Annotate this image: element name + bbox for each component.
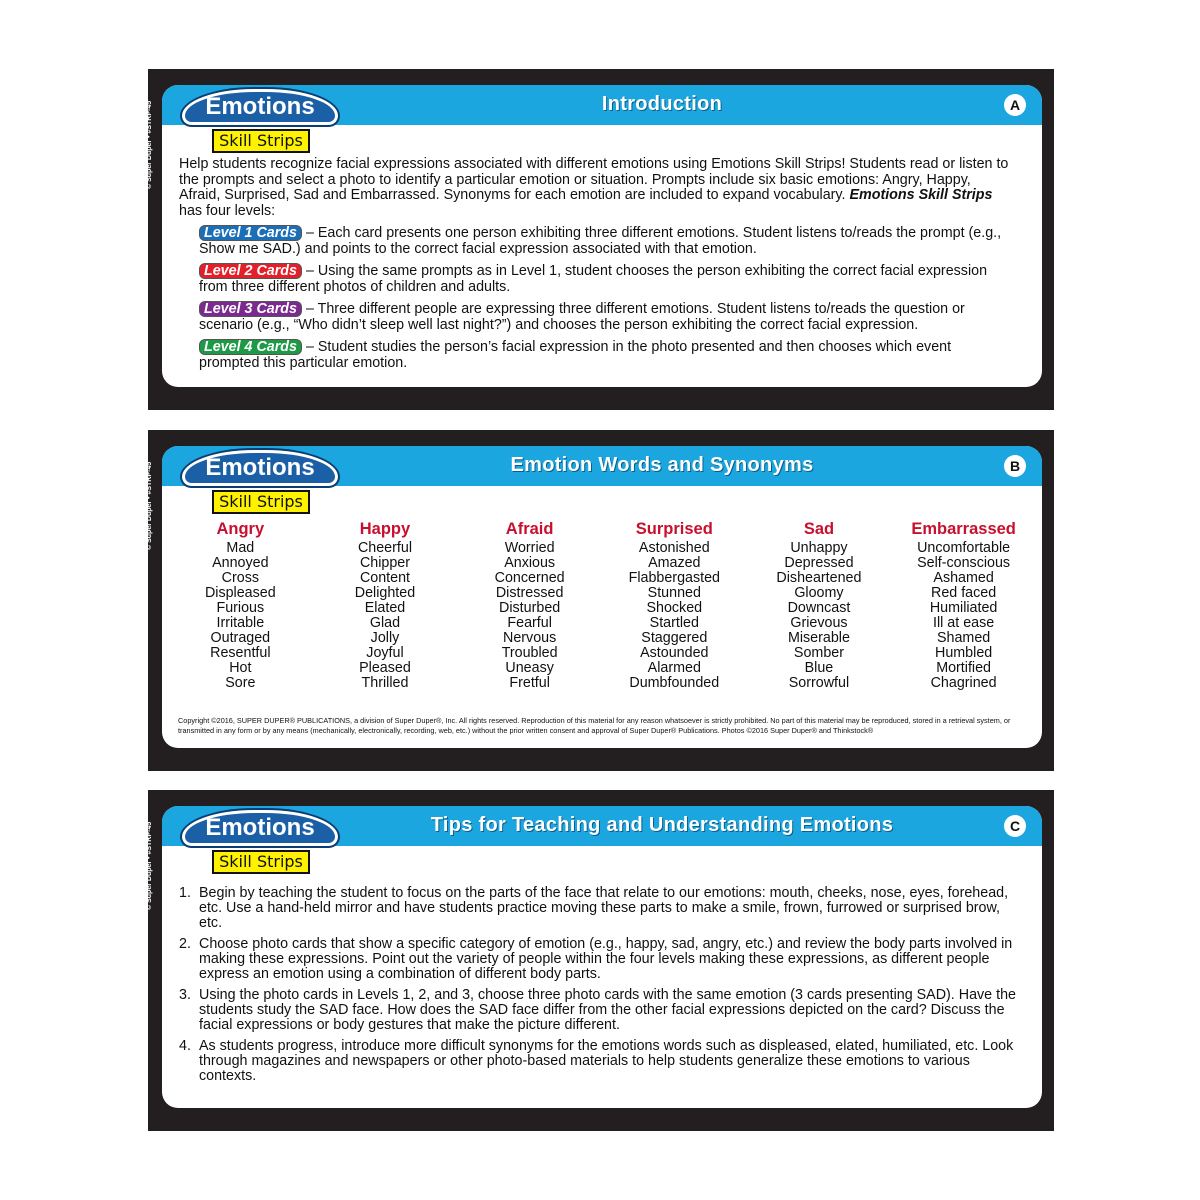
synonym-word: Sorrowful	[788, 675, 850, 691]
synonym-word: Furious	[216, 600, 265, 616]
card-letter-badge: A	[1004, 94, 1026, 116]
synonym-word: Somber	[793, 645, 844, 661]
card-tips	[148, 790, 1054, 1131]
synonym-word: Alarmed	[647, 660, 701, 676]
tip-item	[179, 1039, 1024, 1084]
tip-item	[179, 886, 1024, 931]
synonym-word: Distressed	[495, 585, 564, 601]
emotion-heading: Surprised	[635, 520, 713, 538]
synonym-word: Uncomfortable	[917, 540, 1011, 556]
card-emotion-words	[148, 430, 1054, 771]
synonym-word: Nervous	[503, 630, 557, 646]
emotion-column	[894, 522, 1034, 691]
synonym-word: Troubled	[501, 645, 558, 661]
tip-text: As students progress, introduce more difficult synonyms for the emotions words such as displeased, elated, humiliated, etc. Look through magazines and newspapers or other photo-based materials to help students generalize these emotions to various contexts.	[199, 1038, 1014, 1084]
level-description: – Using the same prompts as in Level 1, student chooses the person exhibiting the correct facial expression from three different photos of children and adults.	[199, 263, 988, 295]
card-letter-badge: C	[1004, 815, 1026, 837]
synonym-word: Amazed	[648, 555, 701, 571]
side-text: © Super Duper • #STRP-45	[146, 821, 153, 910]
synonym-word: Concerned	[494, 570, 565, 586]
synonym-word: Jolly	[370, 630, 400, 646]
synonym-word: Worried	[504, 540, 555, 556]
emotion-heading: Afraid	[505, 520, 554, 538]
synonym-word: Sore	[225, 675, 256, 691]
level-description: – Three different people are expressing three different emotions. Student listens to/reads the question or scenario (e.g., “Who didn’t sleep well last night?”) and chooses the person exhibiting the correct facial expression.	[199, 301, 965, 333]
emotion-heading: Sad	[803, 520, 835, 538]
side-text: © Super Duper • #STRP-45	[146, 100, 153, 189]
tip-number: 4.	[179, 1038, 191, 1054]
intro-text: Help students recognize facial expressions associated with different emotions using Emotions Skill Strips! Students read or listen to the prompts and select a photo to identify a particular emotion or situation. Prompts include six basic emotions: Angry, Happy, Afraid, Surprised, Sad and Embarrassed. Synonyms for each emotion are included to expand vocabulary. Emotions Skill Strips has four levels: Level 1 Cards – Each card presents one person exhibiting three different emotions. Student listens to/reads the prompt (e.g., Show me SAD.) and points to the correct facial expression associated with that emotion. Level 2 Cards – Using the same prompts as in Level 1, student chooses the person exhibiting the correct facial expression from three different photos of children and adults. Level 3 Cards – Three different people are expressing three different emotions. Student listens to/reads the question or scenario (e.g., “Who didn’t sleep well last night?”) and chooses the person exhibiting the correct facial expression. Level 4 Cards – Student studies the person’s facial expression in the photo presented and then chooses which event prompted this particular emotion.	[179, 157, 1012, 371]
synonym-word: Miserable	[787, 630, 850, 646]
synonym-word: Gloomy	[794, 585, 844, 601]
emotions-logo: Emotions Skill Strips	[182, 810, 340, 874]
synonym-word: Cheerful	[357, 540, 412, 556]
tips-list	[179, 886, 1024, 1090]
synonym-word: Mortified	[936, 660, 992, 676]
synonym-word: Chipper	[359, 555, 411, 571]
synonym-word: Dumbfounded	[629, 675, 720, 691]
synonym-word: Fearful	[507, 615, 552, 631]
level-description: – Each card presents one person exhibiting three different emotions. Student listens to/reads the prompt (e.g., Show me SAD.) and points to the correct facial expression associated with that emotion.	[199, 225, 1002, 257]
tip-number: 3.	[179, 987, 191, 1003]
synonym-word: Stunned	[647, 585, 701, 601]
tip-item	[179, 937, 1024, 982]
emotion-heading: Happy	[359, 520, 411, 538]
card-title: Introduction	[601, 93, 723, 115]
card-title: Emotion Words and Synonyms	[510, 454, 814, 476]
emotion-column	[604, 522, 744, 691]
synonym-word: Anxious	[504, 555, 556, 571]
level-description: – Student studies the person’s facial expression in the photo presented and then chooses which event prompted this particular emotion.	[199, 339, 952, 371]
synonym-word: Cross	[221, 570, 259, 586]
synonym-columns	[162, 522, 1042, 691]
emotion-heading: Angry	[216, 520, 265, 538]
synonym-word: Humiliated	[929, 600, 998, 616]
level-tag: Level 4 Cards	[199, 339, 302, 355]
synonym-word: Flabbergasted	[628, 570, 720, 586]
level-item	[199, 225, 1012, 257]
synonym-word: Irritable	[216, 615, 265, 631]
synonym-word: Astounded	[640, 645, 709, 661]
synonym-word: Thrilled	[361, 675, 409, 691]
level-tag: Level 2 Cards	[199, 263, 302, 279]
synonym-word: Uneasy	[505, 660, 554, 676]
emotion-heading: Embarrassed	[911, 520, 1016, 538]
level-item	[199, 263, 1012, 295]
level-item	[199, 339, 1012, 371]
emotion-column	[170, 522, 310, 691]
synonym-word: Ill at ease	[933, 615, 995, 631]
synonym-word: Downcast	[787, 600, 851, 616]
synonym-word: Grievous	[790, 615, 848, 631]
synonym-word: Disheartened	[776, 570, 862, 586]
emotion-column	[315, 522, 455, 691]
synonym-word: Glad	[369, 615, 401, 631]
tip-text: Using the photo cards in Levels 1, 2, and 3, choose three photo cards with the same emotion (3 cards presenting SAD). Have the students study the SAD face. How does the SAD face differ from the other facial expressions depicted on the card? Discuss the facial expressions or body gestures that make the picture different.	[199, 987, 1016, 1033]
synonym-word: Astonished	[638, 540, 710, 556]
synonym-word: Depressed	[784, 555, 854, 571]
tip-text: Begin by teaching the student to focus on the parts of the face that relate to our emotions: mouth, cheeks, nose, eyes, forehead, etc. Use a hand-held mirror and have students practice moving these parts to make a smile, frown, furrowed or surprised brow, etc.	[199, 885, 1009, 931]
synonym-word: Delighted	[354, 585, 416, 601]
synonym-word: Unhappy	[790, 540, 848, 556]
emotion-column	[460, 522, 600, 691]
synonym-word: Startled	[649, 615, 699, 631]
synonym-word: Disturbed	[499, 600, 561, 616]
synonym-word: Joyful	[366, 645, 404, 661]
synonym-word: Chagrined	[930, 675, 997, 691]
synonym-word: Hot	[229, 660, 252, 676]
card-title: Tips for Teaching and Understanding Emotions	[430, 814, 894, 836]
level-tag: Level 3 Cards	[199, 301, 302, 317]
synonym-word: Resentful	[210, 645, 271, 661]
level-item	[199, 301, 1012, 333]
synonym-word: Blue	[804, 660, 834, 676]
synonym-word: Shamed	[936, 630, 991, 646]
card-introduction	[148, 69, 1054, 410]
emotion-column	[749, 522, 889, 691]
synonym-word: Self-conscious	[917, 555, 1011, 571]
synonym-word: Mad	[226, 540, 255, 556]
side-text: © Super Duper • #STRP-45	[146, 461, 153, 550]
synonym-word: Annoyed	[212, 555, 269, 571]
tip-text: Choose photo cards that show a specific category of emotion (e.g., happy, sad, angry, etc.) and review the body parts involved in making these expressions. Point out the variety of people within the four levels making these expressions, as different people express an emotion using a combination of different body parts.	[199, 936, 1013, 982]
level-tag: Level 1 Cards	[199, 225, 302, 241]
synonym-word: Staggered	[641, 630, 708, 646]
synonym-word: Shocked	[646, 600, 703, 616]
tip-item	[179, 988, 1024, 1033]
card-letter-badge: B	[1004, 455, 1026, 477]
synonym-word: Content	[359, 570, 411, 586]
synonym-word: Displeased	[204, 585, 276, 601]
synonym-word: Elated	[364, 600, 406, 616]
emotions-logo: Emotions Skill Strips	[182, 89, 340, 153]
synonym-word: Outraged	[210, 630, 271, 646]
copyright-text: Copyright ©2016, SUPER DUPER® PUBLICATIONS, a division of Super Duper®, Inc. All rights reserved. Reproduction of this material for any reason whatsoever is strictly prohibited. No part of this material may be reproduced, stored in a retrieval system, or transmitted in any form or by any means (mechanically, electronically, recording, web, etc.) without the prior written consent and approval of Super Duper® Publications. Photos ©2016 Super Duper® and Thinkstock®	[178, 716, 1011, 735]
synonym-word: Red faced	[931, 585, 997, 601]
tip-number: 2.	[179, 936, 191, 952]
synonym-word: Pleased	[359, 660, 411, 676]
tip-number: 1.	[179, 885, 191, 901]
emotions-logo: Emotions Skill Strips	[182, 450, 340, 514]
synonym-word: Ashamed	[933, 570, 994, 586]
synonym-word: Fretful	[509, 675, 550, 691]
synonym-word: Humbled	[935, 645, 993, 661]
